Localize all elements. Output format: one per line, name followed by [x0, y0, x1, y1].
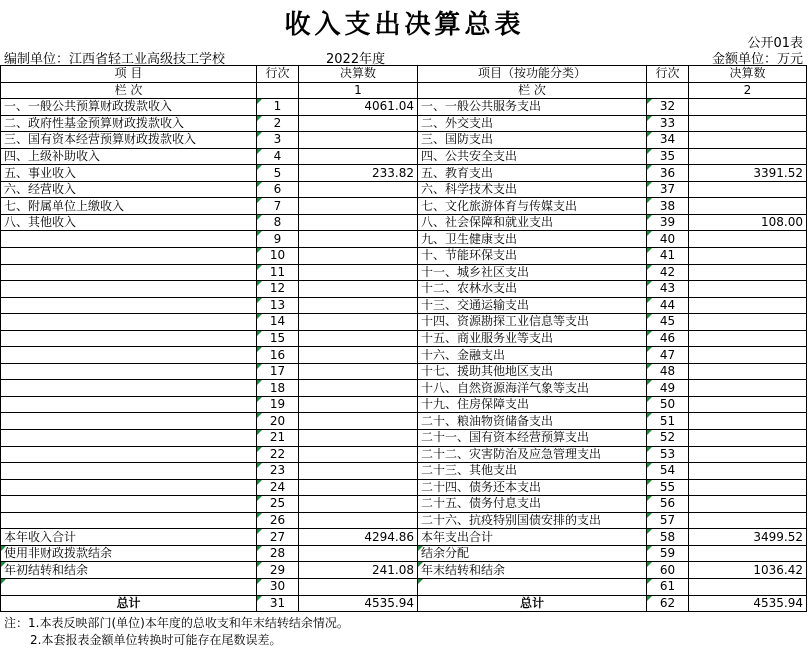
income-amount: [299, 248, 418, 265]
income-item: [1, 413, 257, 430]
expense-item: 二十、粮油物资储备支出: [418, 413, 647, 430]
expense-amount: [689, 264, 807, 281]
expense-item: 十、节能环保支出: [418, 248, 647, 265]
table-row: [1, 496, 807, 513]
income-amount: [299, 479, 418, 496]
income-amount: [299, 330, 418, 347]
expense-amount: [689, 281, 807, 298]
expense-line-no: 42: [647, 264, 689, 281]
income-line-no: 29: [257, 562, 299, 579]
header-row: [1, 66, 807, 83]
expense-amount: 3499.52: [689, 529, 807, 546]
income-item: [1, 380, 257, 397]
expense-line-no: 40: [647, 231, 689, 248]
expense-item: 二十四、债务还本支出: [418, 479, 647, 496]
table-row: [1, 148, 807, 165]
expense-line-no: 35: [647, 148, 689, 165]
income-amount: [299, 446, 418, 463]
expense-item: 二十一、国有资本经营预算支出: [418, 430, 647, 447]
income-amount: [299, 297, 418, 314]
expense-line-no: 44: [647, 297, 689, 314]
income-line-no: 26: [257, 512, 299, 529]
income-item: [1, 446, 257, 463]
income-amount: [299, 380, 418, 397]
income-amount: 233.82: [299, 165, 418, 182]
expense-amount: 4535.94: [689, 595, 807, 612]
income-item: 六、经营收入: [1, 181, 257, 198]
income-line-no: 13: [257, 297, 299, 314]
table-row: [1, 297, 807, 314]
expense-item: 十五、商业服务业等支出: [418, 330, 647, 347]
expense-item: 一、一般公共服务支出: [418, 99, 647, 116]
expense-amount: [689, 545, 807, 562]
table-row: [1, 430, 807, 447]
expense-line-no: 60: [647, 562, 689, 579]
income-amount: 4061.04: [299, 99, 418, 116]
income-expense-table: [0, 65, 807, 612]
expense-line-no: 37: [647, 181, 689, 198]
expense-line-no: 32: [647, 99, 689, 116]
income-item: 一、一般公共预算财政拨款收入: [1, 99, 257, 116]
income-amount: [299, 314, 418, 331]
income-item: [1, 363, 257, 380]
expense-line-no: 48: [647, 363, 689, 380]
expense-item: 九、卫生健康支出: [418, 231, 647, 248]
income-line-no: 7: [257, 198, 299, 215]
expense-amount: [689, 99, 807, 116]
expense-item: 五、教育支出: [418, 165, 647, 182]
expense-item: 七、文化旅游体育与传媒支出: [418, 198, 647, 215]
table-row: [1, 214, 807, 231]
fiscal-year: 2022年度: [326, 52, 386, 67]
income-amount: [299, 430, 418, 447]
expense-line-no: 33: [647, 115, 689, 132]
expense-item: 二十五、债务付息支出: [418, 496, 647, 513]
header-line: 行次: [257, 66, 299, 83]
table-row: [1, 463, 807, 480]
income-line-no: 14: [257, 314, 299, 331]
expense-line-no: 43: [647, 281, 689, 298]
income-amount: 4294.86: [299, 529, 418, 546]
income-item: [1, 496, 257, 513]
expense-amount: 3391.52: [689, 165, 807, 182]
expense-line-no: 57: [647, 512, 689, 529]
table-row: [1, 314, 807, 331]
expense-item: 十七、援助其他地区支出: [418, 363, 647, 380]
income-line-no: 28: [257, 545, 299, 562]
expense-line-no: 49: [647, 380, 689, 397]
table-row: [1, 264, 807, 281]
table-row: [1, 479, 807, 496]
income-item: 总计: [1, 595, 257, 612]
expense-amount: [689, 413, 807, 430]
income-line-no: 5: [257, 165, 299, 182]
income-amount: [299, 214, 418, 231]
expense-amount: [689, 231, 807, 248]
income-line-no: 18: [257, 380, 299, 397]
expense-amount: [689, 115, 807, 132]
expense-line-no: 51: [647, 413, 689, 430]
income-item: 四、上级补助收入: [1, 148, 257, 165]
expense-line-no: 62: [647, 595, 689, 612]
income-line-no: 9: [257, 231, 299, 248]
income-line-no: 11: [257, 264, 299, 281]
column-number: 1: [299, 82, 418, 99]
total-row: [1, 595, 807, 612]
summary-row: [1, 545, 807, 562]
expense-item: 十九、住房保障支出: [418, 396, 647, 413]
table-row: [1, 198, 807, 215]
income-amount: [299, 198, 418, 215]
income-item: [1, 347, 257, 364]
header-item-func: 项目（按功能分类）: [418, 66, 647, 83]
expense-amount: [689, 430, 807, 447]
expense-amount: [689, 446, 807, 463]
income-item: [1, 231, 257, 248]
header-amount-2: 决算数: [689, 66, 807, 83]
expense-line-no: 54: [647, 463, 689, 480]
expense-line-no: 34: [647, 132, 689, 149]
table-row: [1, 181, 807, 198]
expense-amount: [689, 396, 807, 413]
expense-line-no: 50: [647, 396, 689, 413]
expense-amount: [689, 363, 807, 380]
footnotes: [4, 615, 349, 649]
income-line-no: 10: [257, 248, 299, 265]
income-amount: [299, 578, 418, 595]
income-item: [1, 314, 257, 331]
income-line-no: 20: [257, 413, 299, 430]
expense-item: 年末结转和结余: [418, 562, 647, 579]
expense-item: 十三、交通运输支出: [418, 297, 647, 314]
expense-amount: [689, 347, 807, 364]
table-row: [1, 231, 807, 248]
expense-line-no: 53: [647, 446, 689, 463]
table-row: [1, 396, 807, 413]
summary-row: [1, 562, 807, 579]
column-blank: [257, 82, 299, 99]
income-amount: [299, 281, 418, 298]
expense-item: 八、社会保障和就业支出: [418, 214, 647, 231]
income-item: 五、事业收入: [1, 165, 257, 182]
expense-amount: [689, 148, 807, 165]
table-row: [1, 446, 807, 463]
income-line-no: 8: [257, 214, 299, 231]
expense-item: 十四、资源勘探工业信息等支出: [418, 314, 647, 331]
expense-item: 总计: [418, 595, 647, 612]
income-item: [1, 330, 257, 347]
header-line-2: 行次: [647, 66, 689, 83]
income-amount: [299, 413, 418, 430]
table-row: [1, 380, 807, 397]
expense-line-no: 45: [647, 314, 689, 331]
column-number-2: 2: [689, 82, 807, 99]
expense-amount: [689, 512, 807, 529]
income-line-no: 25: [257, 496, 299, 513]
income-line-no: 16: [257, 347, 299, 364]
income-line-no: 21: [257, 430, 299, 447]
expense-amount: 1036.42: [689, 562, 807, 579]
income-item: [1, 430, 257, 447]
expense-item: 十八、自然资源海洋气象等支出: [418, 380, 647, 397]
expense-item: 六、科学技术支出: [418, 181, 647, 198]
header-item: 项 目: [1, 66, 257, 83]
table-row: [1, 363, 807, 380]
expense-amount: 108.00: [689, 214, 807, 231]
income-item: 八、其他收入: [1, 214, 257, 231]
table-row: [1, 132, 807, 149]
expense-amount: [689, 479, 807, 496]
income-amount: [299, 363, 418, 380]
expense-amount: [689, 578, 807, 595]
expense-line-no: 58: [647, 529, 689, 546]
income-item: [1, 248, 257, 265]
income-item: 三、国有资本经营预算财政拨款收入: [1, 132, 257, 149]
expense-line-no: 39: [647, 214, 689, 231]
summary-row: [1, 529, 807, 546]
table-row: [1, 248, 807, 265]
income-item: [1, 512, 257, 529]
expense-item: 二、外交支出: [418, 115, 647, 132]
income-item: 二、政府性基金预算财政拨款收入: [1, 115, 257, 132]
income-line-no: 31: [257, 595, 299, 612]
income-amount: [299, 512, 418, 529]
table-row: [1, 330, 807, 347]
expense-line-no: 56: [647, 496, 689, 513]
income-item: 七、附属单位上缴收入: [1, 198, 257, 215]
income-amount: [299, 264, 418, 281]
expense-line-no: 46: [647, 330, 689, 347]
income-item: [1, 578, 257, 595]
expense-amount: [689, 132, 807, 149]
income-amount: 4535.94: [299, 595, 418, 612]
income-amount: [299, 347, 418, 364]
expense-amount: [689, 198, 807, 215]
income-amount: [299, 132, 418, 149]
income-amount: [299, 396, 418, 413]
income-amount: [299, 148, 418, 165]
expense-line-no: 47: [647, 347, 689, 364]
column-label: 栏 次: [1, 82, 257, 99]
expense-line-no: 52: [647, 430, 689, 447]
expense-item: 十六、金融支出: [418, 347, 647, 364]
header-amount: 决算数: [299, 66, 418, 83]
expense-amount: [689, 181, 807, 198]
income-item: [1, 264, 257, 281]
income-amount: [299, 115, 418, 132]
income-line-no: 17: [257, 363, 299, 380]
income-line-no: 3: [257, 132, 299, 149]
expense-item: 二十三、其他支出: [418, 463, 647, 480]
expense-item: [418, 578, 647, 595]
table-row: [1, 165, 807, 182]
income-line-no: 4: [257, 148, 299, 165]
income-item: 年初结转和结余: [1, 562, 257, 579]
income-line-no: 6: [257, 181, 299, 198]
table-row: [1, 99, 807, 116]
expense-line-no: 36: [647, 165, 689, 182]
reporting-unit: 编制单位：江西省轻工业高级技工学校: [4, 52, 226, 67]
income-item: [1, 396, 257, 413]
income-item: 使用非财政拨款结余: [1, 545, 257, 562]
column-label-2: 栏 次: [418, 82, 647, 99]
note-2: 2.本套报表金额单位转换时可能存在尾数误差。: [30, 633, 282, 647]
expense-amount: [689, 314, 807, 331]
table-row: [1, 115, 807, 132]
page-title: 收入支出决算总表: [284, 10, 525, 40]
expense-line-no: 41: [647, 248, 689, 265]
subheader-row: [1, 82, 807, 99]
table-row: [1, 347, 807, 364]
expense-line-no: 38: [647, 198, 689, 215]
income-amount: [299, 545, 418, 562]
income-line-no: 19: [257, 396, 299, 413]
income-amount: [299, 231, 418, 248]
expense-item: 四、公共安全支出: [418, 148, 647, 165]
income-item: [1, 281, 257, 298]
income-item: 本年收入合计: [1, 529, 257, 546]
table-row: [1, 281, 807, 298]
income-line-no: 1: [257, 99, 299, 116]
expense-line-no: 55: [647, 479, 689, 496]
income-amount: 241.08: [299, 562, 418, 579]
expense-item: 结余分配: [418, 545, 647, 562]
expense-amount: [689, 248, 807, 265]
income-item: [1, 297, 257, 314]
expense-item: 本年支出合计: [418, 529, 647, 546]
income-item: [1, 463, 257, 480]
column-blank-2: [647, 82, 689, 99]
income-item: [1, 479, 257, 496]
income-line-no: 12: [257, 281, 299, 298]
expense-item: 十二、农林水支出: [418, 281, 647, 298]
income-line-no: 27: [257, 529, 299, 546]
expense-line-no: 59: [647, 545, 689, 562]
expense-item: 十一、城乡社区支出: [418, 264, 647, 281]
expense-amount: [689, 496, 807, 513]
income-line-no: 15: [257, 330, 299, 347]
form-number: 公开01表: [747, 36, 803, 51]
expense-item: 二十六、抗疫特别国债安排的支出: [418, 512, 647, 529]
income-line-no: 30: [257, 578, 299, 595]
income-line-no: 24: [257, 479, 299, 496]
expense-amount: [689, 297, 807, 314]
income-line-no: 22: [257, 446, 299, 463]
table-row: [1, 512, 807, 529]
expense-line-no: 61: [647, 578, 689, 595]
income-amount: [299, 463, 418, 480]
income-line-no: 23: [257, 463, 299, 480]
expense-amount: [689, 380, 807, 397]
income-line-no: 2: [257, 115, 299, 132]
table-row: [1, 413, 807, 430]
money-unit: 金额单位：万元: [711, 52, 803, 67]
summary-row: [1, 578, 807, 595]
expense-item: 二十二、灾害防治及应急管理支出: [418, 446, 647, 463]
income-amount: [299, 496, 418, 513]
note-1: 注：1.本表反映部门(单位)本年度的总收支和年末结转结余情况。: [4, 616, 349, 630]
expense-amount: [689, 463, 807, 480]
expense-amount: [689, 330, 807, 347]
income-amount: [299, 181, 418, 198]
expense-item: 三、国防支出: [418, 132, 647, 149]
